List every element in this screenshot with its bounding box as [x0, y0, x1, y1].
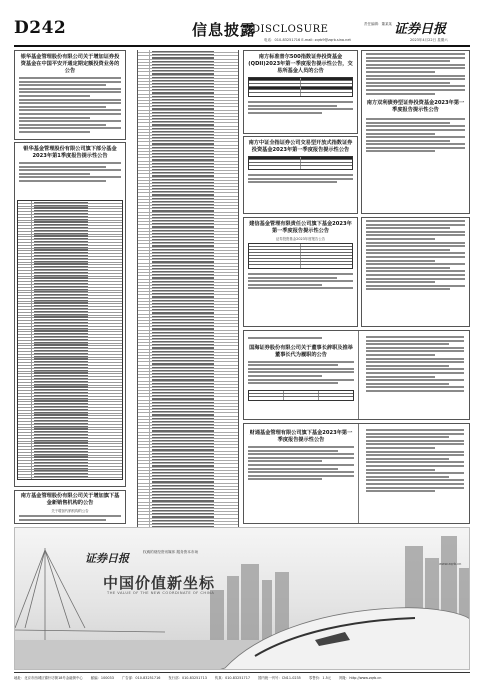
fund-list-middle: [137, 50, 239, 530]
table-row: [18, 478, 122, 480]
ad-url[interactable]: www.zqrb.cn: [439, 562, 462, 566]
ad-illustration: [15, 528, 470, 670]
notice-right-side: [361, 50, 470, 214]
issue-date: 2023年4月22日 星期六: [410, 38, 448, 42]
notice-body: [362, 116, 469, 156]
notice-table: [248, 390, 354, 401]
notice-right-top: [243, 50, 358, 134]
notice-title: 南方标准普尔500指数证券投资基金(QDII)2023年第一季度报告提示性公告，交易所基金人员的公告: [248, 54, 353, 74]
footer-address: 地址：北京市西城区锦什坊街18号金融街中心: [14, 676, 83, 680]
section-title-en: DISCLOSURE: [252, 24, 329, 35]
notice-title: 南方双利债券型证券投资基金2023年第一季度报告提示性公告: [366, 100, 465, 114]
notice-body: [362, 427, 468, 496]
notice-subtitle: 关于增加代销机构的公告: [51, 509, 89, 513]
advertisement-banner: [14, 527, 470, 670]
notice-body: [15, 513, 125, 524]
notice-table: [248, 77, 353, 97]
notice-body: [15, 160, 125, 186]
section-title: 信息披露: [192, 21, 257, 39]
masthead-rule: [14, 45, 470, 47]
footer-ad-phone: 广告部：010-83251716: [121, 676, 161, 680]
notice-title: 建信基金管理有限责任公司旗下基金2023年第一季度报告提示性公告: [249, 221, 352, 234]
footer-website[interactable]: 网址：http://www.zqrb.cn: [339, 676, 382, 680]
notice-body: [244, 444, 358, 484]
footer-distribution: 发行部：010-83251713: [168, 676, 207, 680]
notice-body: [362, 51, 469, 98]
footer-info-bar: [14, 672, 470, 682]
footer-price: 零售价：1.5元: [308, 676, 332, 680]
notice-left-bottom: [14, 490, 126, 524]
contact-info: 电话：010-83251716 E-mail: zqrb9@zqrb.sina.net: [264, 38, 351, 42]
masthead: [14, 18, 470, 44]
notice-right-mid: [243, 217, 358, 327]
notice-right-top2: [243, 136, 358, 214]
notice-title: 财通基金管理有限公司旗下基金2023年第一季度报告提示性公告: [249, 430, 353, 443]
notice-body: [362, 218, 469, 294]
notice-title: 南方中证全指证券公司交易型开放式指数证券投资基金2023年第一季度报告提示性公告: [248, 140, 353, 153]
notice-right-lower: [243, 330, 470, 420]
notice-left-top: [14, 50, 126, 140]
notice-title: 国海证券股份有限公司关于董事长辞职及推举董事长代为履职的公告: [249, 344, 353, 358]
ad-logo: 证券日报: [85, 552, 129, 565]
notice-title: 银华基金管理股份有限公司关于增加证券投资基金在中国平安开通定期定额投资业务的公告: [20, 54, 120, 74]
notice-subtitle: 证券投资基金2023年度报告公告: [275, 237, 326, 241]
notice-right-bottom: [243, 423, 470, 524]
fund-list-table: [17, 200, 123, 480]
ad-slogan: 中国价值新坐标: [103, 574, 216, 592]
notice-title: 南方基金管理股份有限公司关于增加旗下基金新销售机构的公告: [20, 493, 120, 506]
notice-body: [15, 75, 125, 137]
footer-fax: 传真：010-83251717: [214, 676, 251, 680]
ad-tagline: 权威的财经资讯媒体 服务资本市场: [143, 550, 199, 554]
notice-table: [248, 243, 353, 269]
newspaper-logo: 证券日报: [394, 22, 447, 37]
footer-postcode: 邮编：100033: [90, 676, 114, 680]
notice-body: [362, 334, 468, 396]
notice-title: 银华基金管理股份有限公司旗下部分基金2023年第1季度报告提示性公告: [23, 146, 117, 159]
page-number: D242: [14, 18, 67, 38]
editor-credit: 责任编辑：董某某: [364, 22, 392, 26]
notice-table: [248, 156, 353, 170]
footer-issn: 国内统一刊号：CN11-0235: [258, 676, 301, 680]
notice-right-side-mid: [361, 217, 470, 327]
ad-slogan-en: THE VALUE OF THE NEW COORDINATE OF CHINA: [107, 591, 215, 595]
notice-body: [244, 359, 358, 388]
